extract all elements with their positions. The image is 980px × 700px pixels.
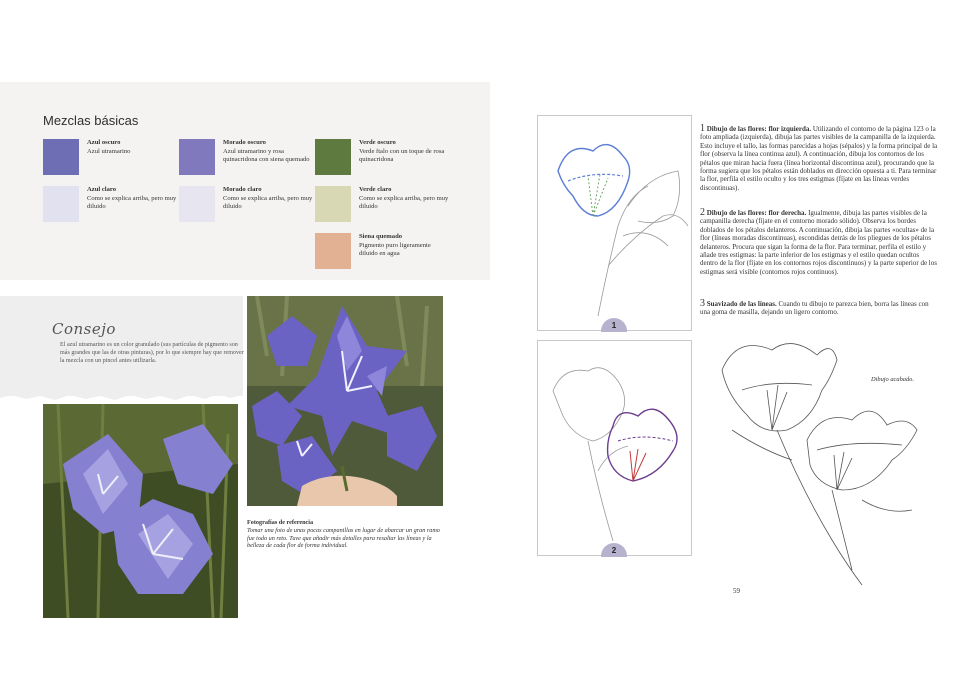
swatch-desc: Pigmento puro ligeramente diluido en agua [359, 242, 431, 258]
color-swatch [179, 186, 215, 222]
step-number: 2 [700, 207, 705, 218]
swatch-name: Morado oscuro [223, 139, 266, 146]
swatch-desc: Como se explica arriba, pero muy diluido [87, 195, 177, 211]
tip-title: Consejo [52, 320, 116, 338]
color-swatch [43, 186, 79, 222]
step-number: 1 [700, 123, 705, 134]
step-heading: Dibujo de las flores: flor izquierda. [706, 125, 812, 133]
swatch-name: Verde oscuro [359, 139, 396, 146]
step-1-text [700, 125, 938, 192]
step-2-text [700, 209, 938, 276]
reference-photo-bellflowers [247, 296, 443, 506]
reference-photo-closeup [43, 404, 238, 618]
caption-title: Fotografías de referencia [247, 519, 314, 526]
step-heading: Suavizado de las líneas. [706, 300, 777, 308]
swatch-name: Azul oscuro [87, 139, 121, 146]
page-number: 59 [733, 587, 740, 595]
step-body: Utilizando el contorno de la página 123 o la foto ampliada (izquierda), dibuja las partes visibles de la campanilla de la izquierda. Esto incluye el tallo, las formas parecidas a hojas (sépalos) y la forma principal de la flor (observa la línea continua azul). A continuación, dibuja los contornos de los pétalos que miran hacia fuera (línea horizontal discontinua azul), procurando que la forma sugiera que los pétalos están doblados en dirección opuesta a ti. Para terminar la flor, perfila el estilo oculto y los tres estigmas (fíjate en las líneas verdes discontinuas). [700, 125, 938, 192]
step-number: 3 [700, 298, 705, 309]
color-swatch [315, 233, 351, 269]
torn-paper-edge [0, 390, 243, 402]
step-body: Igualmente, dibuja las partes visibles de la campanilla derecha (fíjate en el contorno morado sólido). Observa los bordes doblados de los pétalos delanteros. A continuación, dibuja las partes «ocultas» de la flor (líneas moradas discontinuas), escondidas detrás de los pliegues de los pétalos delanteros. Procura que sigan la forma de la flor. Para terminar, perfila el estilo y añade tres estigmas: la parte inferior de los estigmas y el estilo quedan ocultos dentro de la flor (fíjate en los contornos rojos discontinuos) y la parte superior de los estigmas será visible (contornos rojos continuos). [700, 209, 937, 276]
swatch-desc: Como se explica arriba, pero muy diluido [359, 195, 449, 211]
step-2-sketch [537, 340, 692, 556]
photo-caption [247, 519, 447, 550]
step-1-sketch [537, 115, 692, 331]
swatch-name: Azul claro [87, 186, 116, 193]
color-swatch [315, 186, 351, 222]
swatch-desc: Azul utramarino y rosa quinacridona con siena quemado [223, 148, 310, 164]
finished-drawing-label: Dibujo acabado. [871, 376, 914, 383]
step-3-text [700, 300, 938, 317]
mixes-title: Mezclas básicas [43, 113, 139, 128]
step-2-badge: 2 [601, 543, 627, 557]
tip-body: El azul utramarino es un color granulado (sus partículas de pigmento son más grandes que las de otras pinturas), por lo que siempre hay que remover la mezcla con un pincel antes utilizarla. [60, 342, 244, 364]
caption-body: Tomar una foto de unas pocas campanillas en lugar de abarcar un gran ramo fue todo un reto. Tuve que añadir más detalles para resaltar las líneas y la belleza de cada flor de forma individual. [247, 526, 440, 550]
color-swatch [179, 139, 215, 175]
swatch-name: Morado claro [223, 186, 262, 193]
step-1-badge: 1 [601, 318, 627, 332]
swatch-desc: Verde ftalo con un toque de rosa quinacridona [359, 148, 445, 164]
step-heading: Dibujo de las flores: flor derecha. [706, 209, 807, 217]
swatch-name: Verde claro [359, 186, 392, 193]
step-body: Cuando tu dibujo te parezca bien, borra las líneas con una goma de masilla, dejando un ligero contorno. [700, 300, 929, 317]
swatch-name: Siena quemado [359, 233, 403, 240]
color-swatch [43, 139, 79, 175]
swatch-desc: Azul utramarino [87, 148, 131, 156]
swatch-desc: Como se explica arriba, pero muy diluido [223, 195, 313, 211]
color-swatch [315, 139, 351, 175]
finished-drawing [712, 330, 932, 590]
